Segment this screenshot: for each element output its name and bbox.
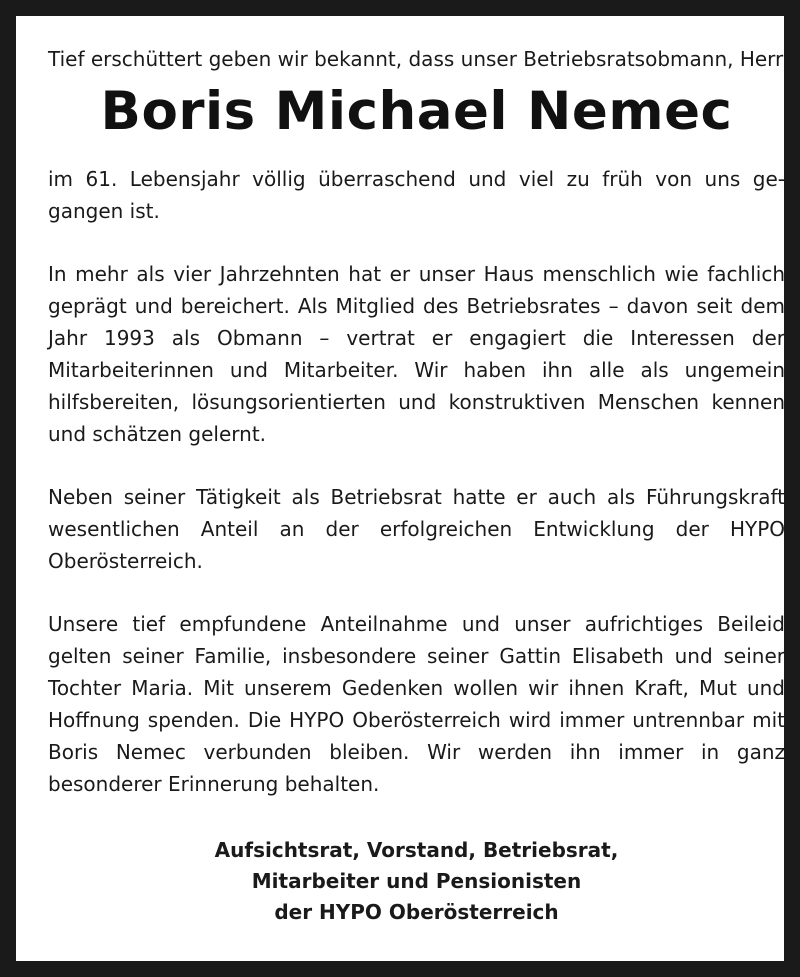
signature-line: Mitarbeiter und Pensionisten (251, 869, 582, 893)
intro-text: Tief erschüttert geben wir bekannt, dass unser Betriebsratsobmann, Herr (48, 47, 784, 71)
obituary-content (48, 43, 785, 928)
paragraph-condolence: Unsere tief empfundene Anteilnahme und unser aufrichtiges Beileid gelten seiner Familie, insbesondere seiner Gattin Elisabeth und seiner Tochter Maria. Mit unserem Gedenken wollen wir ihnen Kraft, Mut und Hoffnung spenden. Die HYPO Oberösterreich wird immer untrennbar mit Boris Nemec verbunden bleiben. Wir werden ihn immer in ganz besonderer Erinnerung behalten. (48, 612, 785, 796)
signature-line: Aufsichtsrat, Vorstand, Betriebsrat, (214, 838, 619, 862)
signature-block (48, 835, 785, 928)
signature-line: der HYPO Oberösterreich (274, 900, 559, 924)
paragraph-leadership: Neben seiner Tätigkeit als Betriebsrat hatte er auch als Führungskraft wesentlichen Anteil an der erfolgreichen Entwicklung der HYPO Oberösterreich. (48, 485, 785, 573)
paragraph-age: im 61. Lebensjahr völlig überraschend und viel zu früh von uns gegangen ist. (48, 167, 785, 223)
deceased-name: Boris Michael Nemec (100, 81, 733, 142)
paragraph-career: In mehr als vier Jahrzehnten hat er unser Haus menschlich wie fachlich geprägt und bereichert. Als Mitglied des Betriebsrates – davon seit dem Jahr 1993 als Obmann – vertrat er engagiert die Interessen der Mitarbeiterinnen und Mitarbeiter. Wir haben ihn alle als ungemein hilfsbereiten, lösungsorientierten und konstruktiven Menschen kennen und schätzen gelernt. (48, 262, 785, 446)
